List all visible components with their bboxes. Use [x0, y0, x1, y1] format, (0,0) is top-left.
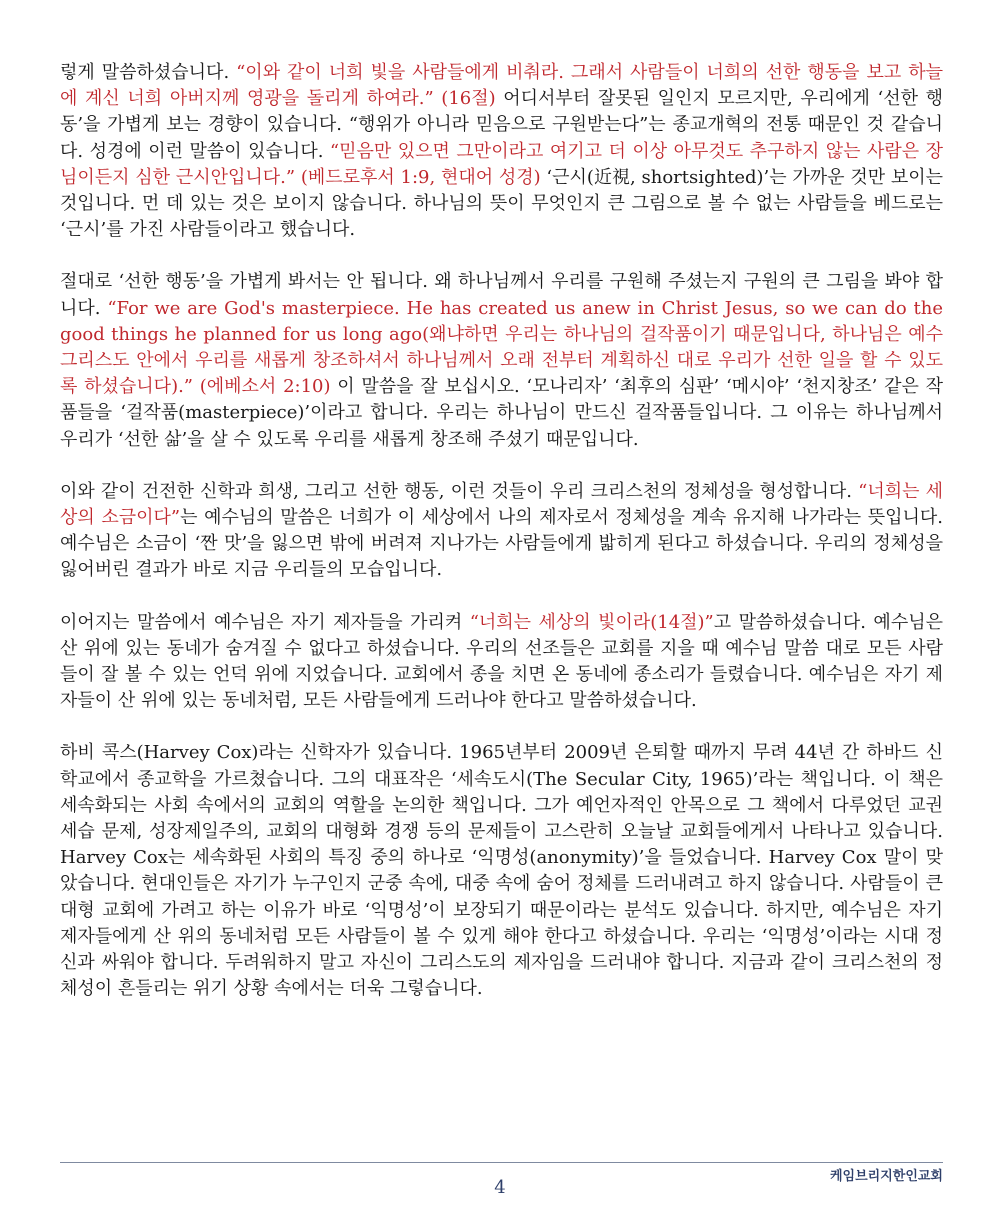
text-run: 고 말씀하셨습니다. 예수님은 산 위에 있는 동네가 숨겨질 수 없다고 하셨습니다. 우리의 선조들은 교회를 지을 때 예수님 말씀 대로 모든 사람들이 잘 볼 수 있는 언덕 위에 지었습니다. 교회에서 종을 치면 온 동네에 종소리가 들렸습니다. 예수님은 자기 제자들이 산 위에 있는 동네처럼, 모든 사람들에게 드러나야 한다고 말씀하셨습니다. [60, 611, 943, 712]
text-run: 이 말씀을 잘 보십시오. ‘모나리자’ ‘최후의 심판’ ‘메시야’ ‘천지창조’ 같은 작품들을 ‘걸작품(masterpiece)’이라고 합니다. 우리는 하나님이 만드신 걸작품들입니다. 그 이유는 하나님께서 우리가 ‘선한 삶’을 살 수 있도록 우리를 새롭게 창조해 주셨기 때문입니다. [60, 376, 943, 450]
paragraph-2 [60, 269, 943, 452]
page-number: 4 [494, 1177, 506, 1198]
text-run: 이와 같이 건전한 신학과 희생, 그리고 선한 행동, 이런 것들이 우리 크리스천의 정체성을 형성합니다. [60, 480, 859, 502]
scripture-quote: “For we are God's masterpiece. He has created us anew in Christ Jesus, so we can do the good things he planned for us long ago(왜냐하면 우리는 하나님의 걸작품이기 때문입니다, 하나님은 예수 그리스도 안에서 우리를 새롭게 창조하셔서 하나님께서 오래 전부터 계획하신 대로 우리가 선한 일을 할 수 있도록 하셨습니다).” (에베소서 2:10) [60, 297, 943, 398]
paragraph-4 [60, 610, 943, 715]
sermon-body [60, 60, 943, 1029]
paragraph-3 [60, 479, 943, 584]
footer-divider [60, 1162, 943, 1163]
scripture-quote: “너희는 세상의 빛이라(14절)” [469, 611, 714, 633]
text-run: ‘근시(近視, shortsighted)’는 가까운 것만 보이는 것입니다. 먼 데 있는 것은 보이지 않습니다. 하나님의 뜻이 무엇인지 큰 그림으로 볼 수 없는 사람들을 베드로는 ‘근시’를 가진 사람들이라고 했습니다. [60, 166, 944, 241]
text-run: 이어지는 말씀에서 예수님은 자기 제자들을 가리켜 [60, 611, 470, 633]
text-run: 어디서부터 잘못된 일인지 모르지만, 우리에게 ‘선한 행동’을 가볍게 보는 경향이 있습니다. “행위가 아니라 믿음으로 구원받는다”는 종교개혁의 전통 때문인 것 같습니다. 성경에 이런 말씀이 있습니다. [60, 88, 944, 162]
scripture-quote: “믿음만 있으면 그만이라고 여기고 더 이상 아무것도 추구하지 않는 사람은 장님이든지 심한 근시안입니다.” (베드로후서 1:9, 현대어 성경) [60, 140, 943, 188]
paragraph-5 [60, 740, 943, 1002]
scripture-quote: “너희는 세상의 소금이다” [60, 480, 943, 529]
text-run: 는 예수님의 말씀은 너희가 이 세상에서 나의 제자로서 정체성을 계속 유지해 나가라는 뜻입니다. 예수님은 소금이 ‘짠 맛’을 잃으면 밖에 버려져 지나가는 사람들에게 밟히게 된다고 하셨습니다. 우리의 정체성을 잃어버린 결과가 바로 지금 우리들의 모습입니다. [60, 507, 943, 581]
text-run: 절대로 ‘선한 행동’을 가볍게 봐서는 안 됩니다. 왜 하나님께서 우리를 구원해 주셨는지 구원의 큰 그림을 봐야 합니다. [60, 271, 943, 319]
scripture-quote: “이와 같이 너희 빛을 사람들에게 비춰라. 그래서 사람들이 너희의 선한 행동을 보고 하늘에 계신 너희 아버지께 영광을 돌리게 하여라.” (16절) [60, 62, 943, 110]
paragraph-1 [60, 60, 943, 243]
text-run: 렇게 말씀하셨습니다. [60, 62, 237, 83]
church-name: 케임브리지한인교회 [829, 1169, 943, 1184]
text-run: 하비 콕스(Harvey Cox)라는 신학자가 있습니다. 1965년부터 2009년 은퇴할 때까지 무려 44년 간 하바드 신학교에서 종교학을 가르쳤습니다. 그의 대표작은 ‘세속도시(The Secular City, 1965)’라는 책입니다. 이 책은 세속화되는 사회 속에서의 교회의 역할을 논의한 책입니다. 그가 예언자적인 안목으로 그 책에서 다루었던 교권 세습 문제, 성장제일주의, 교회의 대형화 경쟁 등의 문제들이 고스란히 오늘날 교회들에게서 나타나고 있습니다. Harvey Cox는 세속화된 사회의 특징 중의 하나로 ‘익명성(anonymity)’을 들었습니다. Harvey Cox 말이 맞았습니다. 현대인들은 자기가 누구인지 군중 속에, 대중 속에 숨어 정체를 드러내려고 하지 않습니다. 사람들이 큰 대형 교회에 가려고 하는 이유가 바로 ‘익명성’이 보장되기 때문이라는 분석도 있습니다. 하지만, 예수님은 자기 제자들에게 산 위의 동네처럼 모든 사람들이 볼 수 있게 해야 한다고 하셨습니다. 우리는 ‘익명성’이라는 시대 정신과 싸워야 합니다. 두려워하지 말고 자신이 그리스도의 제자임을 드러내야 합니다. 지금과 같이 크리스천의 정체성이 흔들리는 위기 상황 속에서는 더욱 그렇습니다. [60, 742, 943, 1000]
